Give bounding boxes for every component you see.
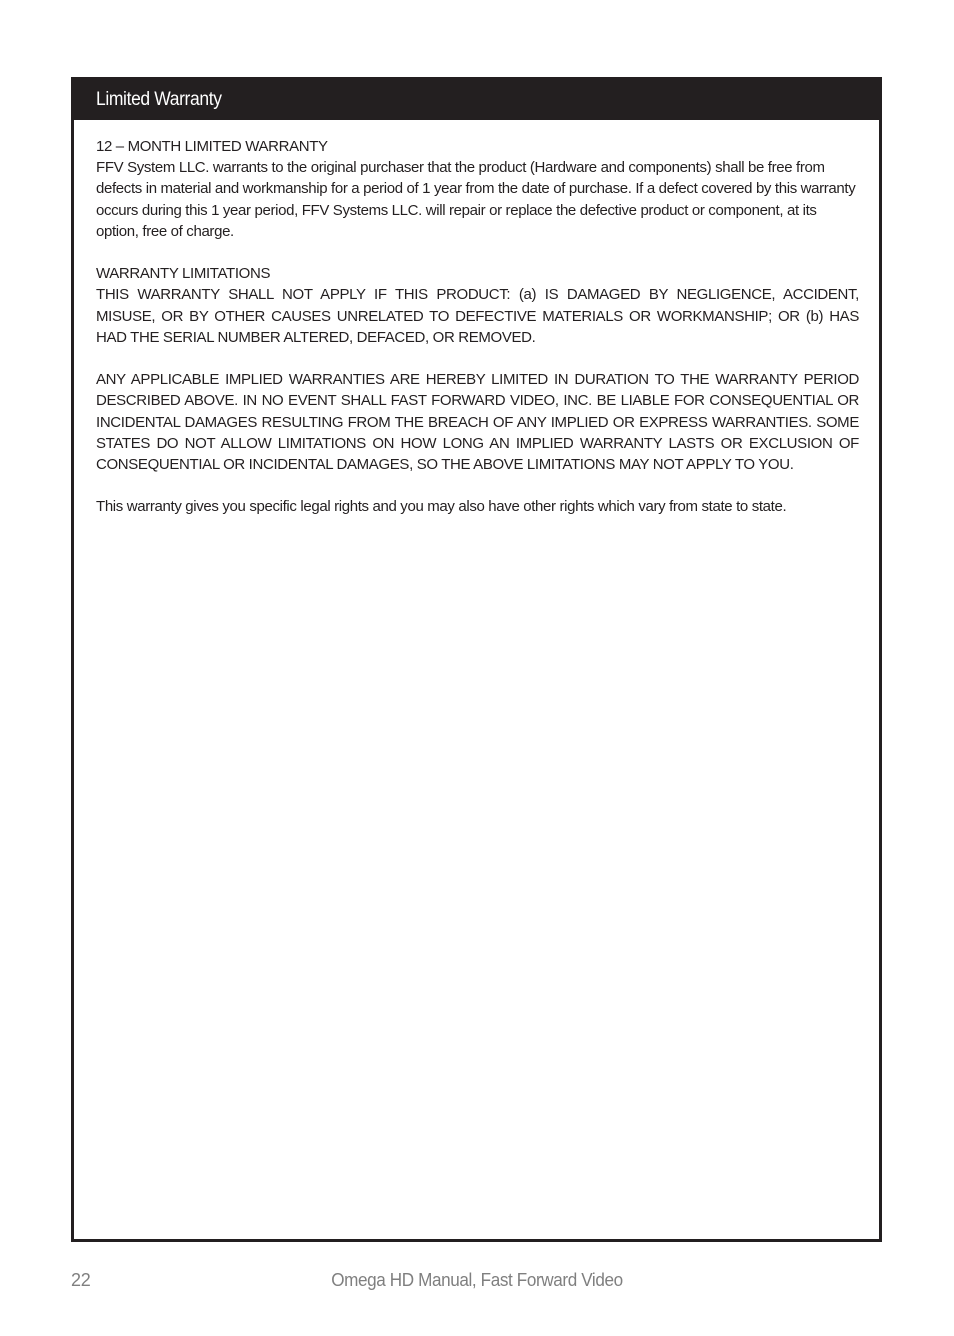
warranty-heading: 12 – MONTH LIMITED WARRANTY xyxy=(96,138,328,155)
page-number: 22 xyxy=(71,1270,91,1290)
warranty-body: FFV System LLC. warrants to the original purchaser that the product (Hardware and components) shall be free from defects in material and workmanship for a period of 1 year from the date of purchase. If a defect covered by this warranty occurs during this 1 year period, FFV Systems LLC. will repair or replace the defective product or component, at its option, free of charge. xyxy=(96,159,856,240)
warranty-frame xyxy=(71,77,882,1242)
limitations-body: THIS WARRANTY SHALL NOT APPLY IF THIS PRODUCT: (a) IS DAMAGED BY NEGLIGENCE, ACCIDENT, MISUSE, OR BY OTHER CAUSES UNRELATED TO DEFECTIVE MATERIALS OR WORKMANSHIP; OR (b) HAS HAD THE SERIAL NUMBER ALTERED, DEFACED, OR REMOVED. xyxy=(96,286,859,346)
page-title: Limited Warranty xyxy=(96,89,222,110)
legal-rights-paragraph: This warranty gives you specific legal rights and you may also have other rights which vary from state to state. xyxy=(96,498,787,516)
warranty-section xyxy=(96,136,859,242)
limitations-heading: WARRANTY LIMITATIONS xyxy=(96,265,271,283)
implied-warranties-paragraph: ANY APPLICABLE IMPLIED WARRANTIES ARE HEREBY LIMITED IN DURATION TO THE WARRANTY PERIOD DESCRIBED ABOVE. IN NO EVENT SHALL FAST FORWARD VIDEO, INC. BE LIABLE FOR CONSEQUENTIAL OR INCIDENTAL DAMAGES RESULTING FROM THE BREACH OF ANY IMPLIED OR EXPRESS WARRANTIES. SOME STATES DO NOT ALLOW LIMITATIONS ON HOW LONG AN IMPLIED WARRANTY LASTS OR EXCLUSION OF CONSEQUENTIAL OR INCIDENTAL DAMAGES, SO THE ABOVE LIMITATIONS MAY NOT APPLY TO YOU. xyxy=(96,371,859,474)
header-bar xyxy=(74,80,879,120)
footer-manual-title: Omega HD Manual, Fast Forward Video xyxy=(331,1270,623,1290)
limitations-section xyxy=(96,263,859,348)
warranty-content xyxy=(96,136,859,539)
